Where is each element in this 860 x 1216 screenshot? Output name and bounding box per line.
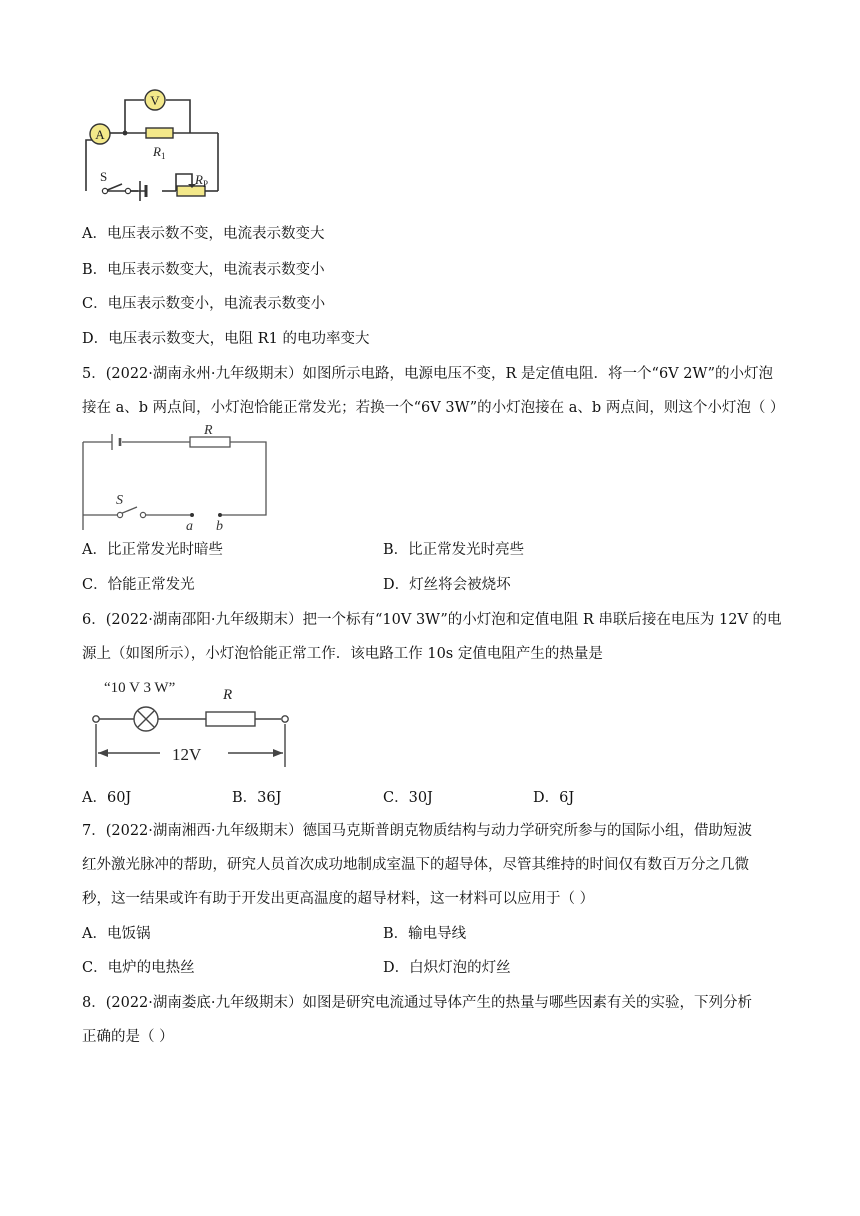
q6-option-b: B．36J: [232, 790, 282, 806]
q5-stem-line2: 接在 a、b 两点间，小灯泡恰能正常发光；若换一个“6V 3W”的小灯泡接在 a、b 两点间，则这个小灯泡（ ）: [82, 400, 785, 416]
q7-stem-line1: 7．(2022·湖南湘西·九年级期末）德国马克斯普朗克物质结构与动力学研究所参与的国际小组，借助短波: [82, 823, 752, 839]
q5-circuit-figure: [80, 424, 280, 534]
rheostat-label: $R_P$: [195, 172, 208, 189]
switch-label: S: [100, 169, 108, 184]
q4-option-c: C．电压表示数变小，电流表示数变小: [82, 296, 326, 312]
q7-option-d: D．白炽灯泡的灯丝: [383, 960, 511, 976]
q4-option-d: D．电压表示数变大，电阻 R1 的电功率变大: [82, 331, 370, 347]
q7-option-c: C．电炉的电热丝: [82, 960, 195, 976]
q6-option-a: A．60J: [82, 790, 132, 806]
ammeter-label: A: [95, 127, 105, 142]
q7-stem-line2: 红外激光脉冲的帮助，研究人员首次成功地制成室温下的超导体，尽管其维持的时间仅有数百万分之几微: [82, 857, 749, 873]
q4-option-a: A．电压表示数不变，电流表示数变大: [82, 226, 325, 242]
q4-circuit-figure: [80, 84, 230, 212]
q6-resistor-label: R: [223, 687, 233, 703]
r1-label: $R_1$: [153, 144, 166, 161]
q8-stem-line1: 8．(2022·湖南娄底·九年级期末）如图是研究电流通过导体产生的热量与哪些因素有关的实验，下列分析: [82, 995, 752, 1011]
voltmeter-label: V: [150, 93, 160, 108]
q5-option-a: A．比正常发光时暗些: [82, 542, 223, 558]
q6-stem-line2: 源上（如图所示），小灯泡恰能正常工作．该电路工作 10s 定值电阻产生的热量是: [82, 646, 603, 662]
q6-stem-line1: 6．(2022·湖南邵阳·九年级期末）把一个标有“10V 3W”的小灯泡和定值电阻 R 串联后接在电压为 12V 的电: [82, 612, 782, 628]
q5-option-c: C．恰能正常发光: [82, 577, 195, 593]
q6-option-d: D．6J: [533, 790, 575, 806]
q6-lamp-label: “10 V 3 W”: [104, 680, 176, 696]
q6-option-c: C．30J: [383, 790, 433, 806]
q6-circuit-figure: [88, 672, 298, 776]
q5-option-d: D．灯丝将会被烧坏: [383, 577, 511, 593]
q7-stem-line3: 秒，这一结果或许有助于开发出更高温度的超导材料，这一材料可以应用于（ ）: [82, 891, 595, 907]
q8-stem-line2: 正确的是（ ）: [82, 1029, 174, 1045]
q6-voltage-label: 12V: [172, 745, 202, 764]
q5-option-b: B．比正常发光时亮些: [383, 542, 525, 558]
q7-option-a: A．电饭锅: [82, 926, 151, 942]
q5-point-a: a: [186, 519, 193, 534]
q5-point-b: b: [216, 519, 223, 534]
q5-resistor-label: R: [204, 424, 213, 438]
q4-option-b: B．电压表示数变大，电流表示数变小: [82, 262, 325, 278]
q5-switch-label: S: [116, 493, 123, 508]
q5-stem-line1: 5．(2022·湖南永州·九年级期末）如图所示电路，电源电压不变，R 是定值电阻．将一个“6V 2W”的小灯泡: [82, 366, 774, 382]
q7-option-b: B．输电导线: [383, 926, 467, 942]
